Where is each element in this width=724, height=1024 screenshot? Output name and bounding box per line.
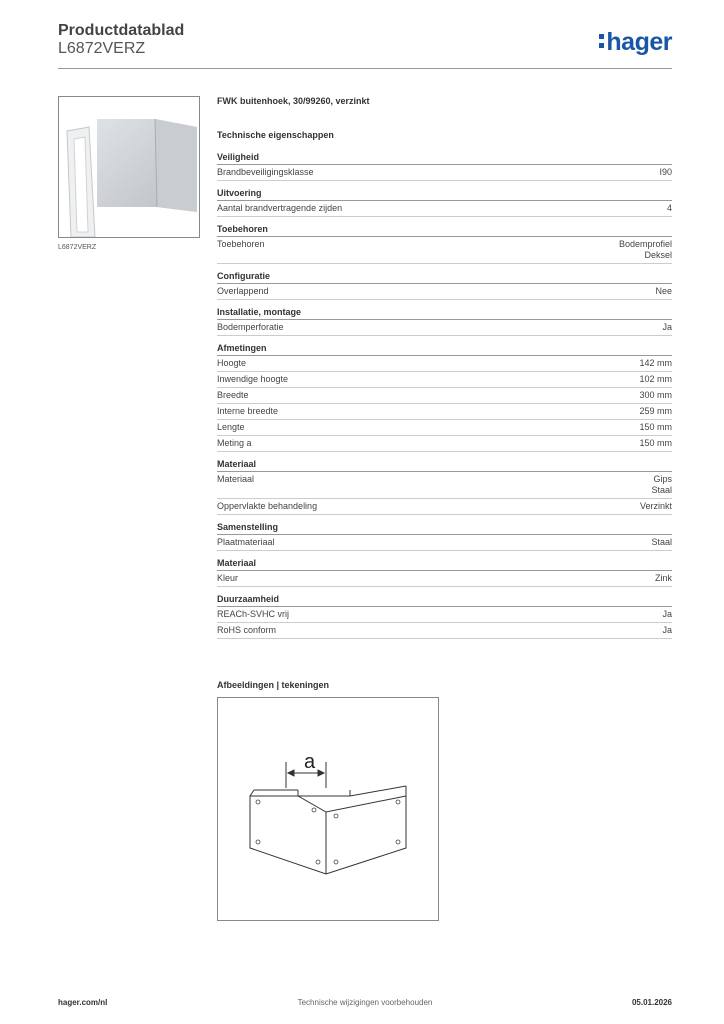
spec-value bbox=[639, 390, 672, 401]
section-title: Duurzaamheid bbox=[217, 594, 672, 607]
spec-value bbox=[662, 625, 672, 636]
spec-value-line: 150 mm bbox=[639, 438, 672, 448]
spec-value bbox=[662, 609, 672, 620]
spec-label: Kleur bbox=[217, 573, 239, 583]
spec-row bbox=[217, 404, 672, 420]
spec-value-line: Zink bbox=[654, 573, 672, 583]
spec-value-line: Ja bbox=[662, 609, 672, 619]
spec-value bbox=[640, 501, 672, 512]
section-title: Afmetingen bbox=[217, 343, 672, 356]
spec-value bbox=[639, 422, 672, 433]
document-title: Productdatablad bbox=[58, 22, 185, 39]
section-title: Samenstelling bbox=[217, 522, 672, 535]
hager-logo bbox=[599, 28, 672, 57]
footer-date: 05.01.2026 bbox=[631, 998, 672, 1007]
spec-section bbox=[217, 271, 672, 300]
spec-value bbox=[639, 406, 672, 417]
images-heading: Afbeeldingen | tekeningen bbox=[217, 680, 330, 690]
section-title: Installatie, montage bbox=[217, 307, 672, 320]
spec-value-line: Verzinkt bbox=[639, 501, 672, 511]
spec-value-line: Staal bbox=[651, 537, 672, 547]
spec-row bbox=[217, 472, 672, 499]
spec-label: Inwendige hoogte bbox=[217, 374, 289, 384]
spec-row bbox=[217, 201, 672, 217]
spec-value bbox=[619, 239, 672, 261]
spec-label: Aantal brandvertragende zijden bbox=[217, 203, 343, 213]
spec-section bbox=[217, 224, 672, 264]
spec-label: Interne breedte bbox=[217, 406, 279, 416]
spec-value-line: 142 mm bbox=[639, 358, 672, 368]
spec-row bbox=[217, 165, 672, 181]
spec-label: Lengte bbox=[217, 422, 245, 432]
spec-row bbox=[217, 623, 672, 639]
spec-section bbox=[217, 152, 672, 181]
spec-section bbox=[217, 188, 672, 217]
spec-row bbox=[217, 571, 672, 587]
spec-label: Oppervlakte behandeling bbox=[217, 501, 318, 511]
spec-value-line: 150 mm bbox=[639, 422, 672, 432]
thumbnail-caption: L6872VERZ bbox=[58, 244, 97, 251]
logo-colon-icon bbox=[599, 34, 604, 52]
product-description: FWK buitenhoek, 30/99260, verzinkt bbox=[217, 96, 370, 106]
section-title: Configuratie bbox=[217, 271, 672, 284]
technical-drawing bbox=[217, 697, 439, 921]
spec-value bbox=[667, 203, 672, 214]
spec-value bbox=[639, 358, 672, 369]
section-title: Toebehoren bbox=[217, 224, 672, 237]
logo-text: hager bbox=[606, 28, 672, 56]
spec-value bbox=[655, 286, 672, 297]
spec-row bbox=[217, 499, 672, 515]
spec-value-line: Ja bbox=[662, 322, 672, 332]
spec-value-line: 4 bbox=[666, 203, 672, 213]
spec-value bbox=[662, 322, 672, 333]
spec-row bbox=[217, 320, 672, 336]
spec-value-line: 259 mm bbox=[639, 406, 672, 416]
spec-value bbox=[651, 474, 672, 496]
spec-value-line: 102 mm bbox=[639, 374, 672, 384]
spec-value bbox=[659, 167, 672, 178]
spec-content bbox=[217, 96, 672, 646]
spec-section bbox=[217, 343, 672, 452]
corner-drawing-icon bbox=[218, 698, 438, 920]
spec-label: Overlappend bbox=[217, 286, 269, 296]
specs-heading: Technische eigenschappen bbox=[217, 130, 334, 140]
spec-value bbox=[639, 438, 672, 449]
section-title: Uitvoering bbox=[217, 188, 672, 201]
spec-value-line: Deksel bbox=[644, 250, 672, 260]
spec-value-line: 300 mm bbox=[639, 390, 672, 400]
spec-label: REACh-SVHC vrij bbox=[217, 609, 290, 619]
spec-label: Materiaal bbox=[217, 474, 255, 484]
dimension-label: a bbox=[304, 751, 316, 773]
spec-value-line: I90 bbox=[659, 167, 672, 177]
spec-row bbox=[217, 388, 672, 404]
spec-value-line: Nee bbox=[655, 286, 672, 296]
spec-row bbox=[217, 356, 672, 372]
spec-label: Brandbeveiligingsklasse bbox=[217, 167, 314, 177]
product-code: L6872VERZ bbox=[58, 40, 146, 57]
spec-row bbox=[217, 607, 672, 623]
spec-label: RoHS conform bbox=[217, 625, 277, 635]
spec-label: Breedte bbox=[217, 390, 249, 400]
product-photo-icon bbox=[59, 97, 199, 237]
footer-website[interactable]: hager.com/nl bbox=[58, 998, 108, 1007]
spec-label: Hoogte bbox=[217, 358, 247, 368]
product-thumbnail bbox=[58, 96, 200, 238]
footer-disclaimer: Technische wijzigingen voorbehouden bbox=[297, 998, 433, 1007]
spec-sections bbox=[217, 152, 672, 639]
spec-value-line: Ja bbox=[662, 625, 672, 635]
spec-row bbox=[217, 436, 672, 452]
spec-label: Toebehoren bbox=[217, 239, 265, 249]
spec-value bbox=[639, 374, 672, 385]
spec-value-line: Gips bbox=[653, 474, 672, 484]
spec-value-line: Staal bbox=[651, 485, 672, 495]
spec-row bbox=[217, 372, 672, 388]
spec-value bbox=[651, 537, 672, 548]
header-divider bbox=[58, 68, 672, 69]
spec-section bbox=[217, 307, 672, 336]
spec-section bbox=[217, 522, 672, 551]
section-title: Veiligheid bbox=[217, 152, 672, 165]
section-title: Materiaal bbox=[217, 459, 672, 472]
page-header bbox=[58, 20, 672, 68]
spec-label: Bodemperforatie bbox=[217, 322, 284, 332]
spec-section bbox=[217, 594, 672, 639]
spec-row bbox=[217, 420, 672, 436]
spec-label: Plaatmateriaal bbox=[217, 537, 275, 547]
spec-section bbox=[217, 459, 672, 515]
spec-row bbox=[217, 535, 672, 551]
section-title: Materiaal bbox=[217, 558, 672, 571]
spec-label: Meting a bbox=[217, 438, 252, 448]
spec-row bbox=[217, 284, 672, 300]
spec-row bbox=[217, 237, 672, 264]
spec-value-line: Bodemprofiel bbox=[618, 239, 672, 249]
spec-section bbox=[217, 558, 672, 587]
spec-value bbox=[655, 573, 672, 584]
